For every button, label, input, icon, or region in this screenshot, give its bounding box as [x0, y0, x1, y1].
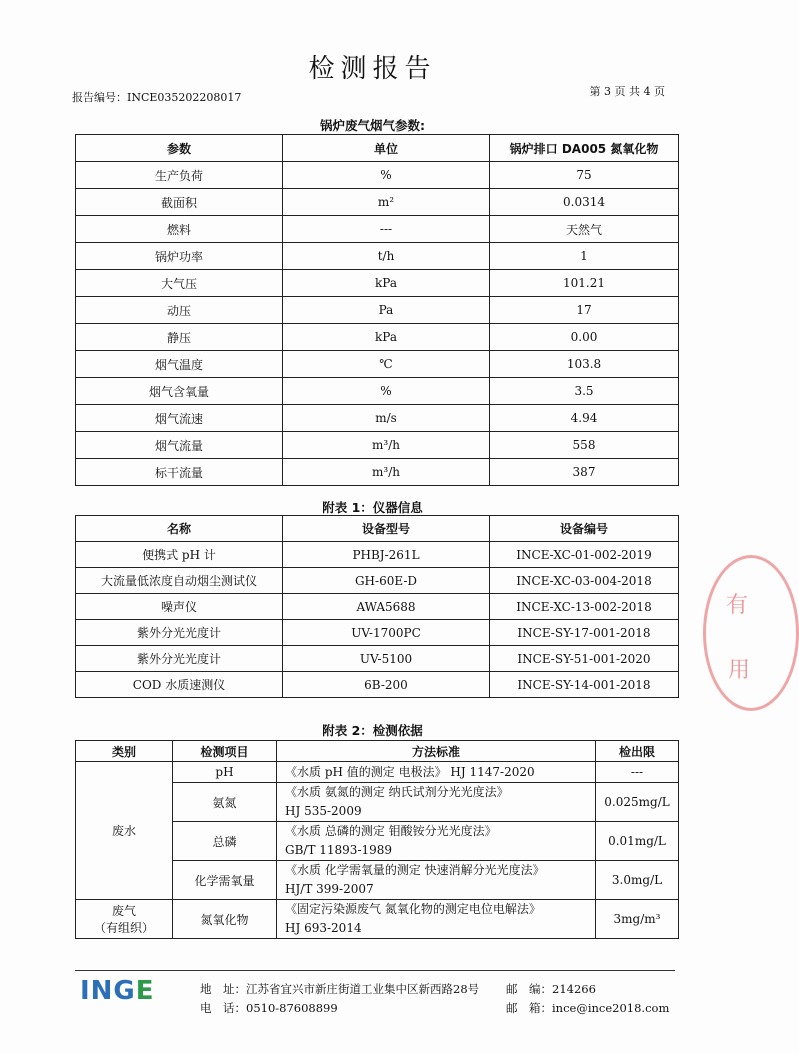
- table-row: [76, 620, 679, 646]
- table-cell: 3.5: [490, 378, 679, 405]
- table-cell: 动压: [76, 297, 283, 324]
- table-row: [76, 405, 679, 432]
- table-row: [76, 900, 679, 939]
- table-cell: INCE-SY-51-001-2020: [490, 646, 679, 672]
- column-header: 检测项目: [173, 741, 277, 762]
- instrument-table: [75, 515, 679, 698]
- table-row: [76, 324, 679, 351]
- table-cell: m³/h: [283, 459, 490, 486]
- table-row: [76, 270, 679, 297]
- table-cell: 锅炉功率: [76, 243, 283, 270]
- page-number: 第 3 页 共 4 页: [589, 85, 665, 98]
- table-cell: 烟气温度: [76, 351, 283, 378]
- table-cell: 75: [490, 162, 679, 189]
- table-row: [76, 432, 679, 459]
- standard-cell: [277, 822, 596, 861]
- standard-title: 《水质 总磷的测定 钼酸铵分光光度法》: [285, 824, 497, 838]
- item-cell: 氨氮: [173, 783, 277, 822]
- seal-char: 用: [728, 658, 751, 683]
- table-row: [76, 162, 679, 189]
- table-cell: 紫外分光光度计: [76, 646, 283, 672]
- table-cell: 烟气流速: [76, 405, 283, 432]
- table-cell: 6B-200: [283, 672, 490, 698]
- table-cell: %: [283, 378, 490, 405]
- table-cell: ℃: [283, 351, 490, 378]
- address: 地 址：江苏省宜兴市新庄街道工业集中区新西路28号: [200, 982, 480, 996]
- logo-text-b: E: [135, 976, 155, 1006]
- table-cell: 烟气流量: [76, 432, 283, 459]
- boiler-table-caption: 锅炉废气烟气参数:: [320, 118, 425, 133]
- table-cell: 烟气含氧量: [76, 378, 283, 405]
- table-row: [76, 243, 679, 270]
- table-cell: 558: [490, 432, 679, 459]
- company-seal: [703, 555, 799, 711]
- table-cell: 0.00: [490, 324, 679, 351]
- table-cell: 截面积: [76, 189, 283, 216]
- company-logo: [80, 976, 155, 1006]
- column-header: 单位: [283, 135, 490, 162]
- table-cell: m³/h: [283, 432, 490, 459]
- column-header: 设备型号: [283, 516, 490, 542]
- table-cell: 生产负荷: [76, 162, 283, 189]
- standard-code: HJ 535-2009: [285, 804, 362, 818]
- seal-char: 有: [726, 593, 749, 618]
- table-row: [76, 216, 679, 243]
- table-cell: 燃料: [76, 216, 283, 243]
- postcode: 邮 编：214266: [506, 982, 596, 996]
- table-cell: 0.0314: [490, 189, 679, 216]
- limit-cell: 3.0mg/L: [596, 861, 679, 900]
- table-cell: 17: [490, 297, 679, 324]
- table-row: [76, 189, 679, 216]
- table-cell: 天然气: [490, 216, 679, 243]
- column-header: 参数: [76, 135, 283, 162]
- table-cell: 4.94: [490, 405, 679, 432]
- column-header: 类别: [76, 741, 173, 762]
- standard-code: HJ 693-2014: [285, 921, 362, 935]
- standard-title: 《水质 氨氮的测定 纳氏试剂分光光度法》: [285, 785, 509, 799]
- table-row: [76, 568, 679, 594]
- category-line: （有组织）: [93, 921, 154, 935]
- boiler-parameter-table: [75, 134, 679, 486]
- table-cell: 1: [490, 243, 679, 270]
- item-cell: 化学需氧量: [173, 861, 277, 900]
- basis-table: [75, 740, 679, 939]
- table-cell: 便携式 pH 计: [76, 542, 283, 568]
- phone: 电 话：0510-87608899: [200, 1001, 338, 1015]
- table-cell: INCE-XC-01-002-2019: [490, 542, 679, 568]
- category-cell: [76, 900, 173, 939]
- table-cell: GH-60E-D: [283, 568, 490, 594]
- report-number: 报告编号：INCE035202208017: [72, 91, 242, 104]
- table-cell: AWA5688: [283, 594, 490, 620]
- table-cell: %: [283, 162, 490, 189]
- column-header: 锅炉排口 DA005 氮氧化物: [490, 135, 679, 162]
- limit-cell: 3mg/m³: [596, 900, 679, 939]
- standard-title: 《固定污染源废气 氮氧化物的测定电位电解法》: [285, 902, 541, 916]
- limit-cell: ---: [596, 762, 679, 783]
- table-row: [76, 762, 679, 783]
- table-cell: ---: [283, 216, 490, 243]
- table-cell: UV-1700PC: [283, 620, 490, 646]
- table-row: [76, 297, 679, 324]
- standard-code: GB/T 11893-1989: [285, 843, 393, 857]
- table-cell: kPa: [283, 324, 490, 351]
- standard-cell: [277, 861, 596, 900]
- column-header: 方法标准: [277, 741, 596, 762]
- table-cell: 103.8: [490, 351, 679, 378]
- table-row: [76, 351, 679, 378]
- table-cell: kPa: [283, 270, 490, 297]
- table-row: [76, 672, 679, 698]
- standard-cell: [277, 900, 596, 939]
- column-header: 设备编号: [490, 516, 679, 542]
- category-line: 废气: [111, 904, 136, 918]
- item-cell: pH: [173, 762, 277, 783]
- category-cell: 废水: [76, 762, 173, 900]
- column-header: 检出限: [596, 741, 679, 762]
- email: 邮 箱：ince@ince2018.com: [506, 1001, 670, 1015]
- instrument-table-caption: 附表 1：仪器信息: [322, 500, 423, 515]
- table-cell: PHBJ-261L: [283, 542, 490, 568]
- logo-text-a: ING: [80, 976, 136, 1006]
- table-cell: INCE-XC-13-002-2018: [490, 594, 679, 620]
- limit-cell: 0.025mg/L: [596, 783, 679, 822]
- item-cell: 氮氧化物: [173, 900, 277, 939]
- table-cell: 标干流量: [76, 459, 283, 486]
- table-cell: t/h: [283, 243, 490, 270]
- table-row: [76, 646, 679, 672]
- table-row: [76, 459, 679, 486]
- table-cell: 大气压: [76, 270, 283, 297]
- table-cell: 387: [490, 459, 679, 486]
- table-cell: UV-5100: [283, 646, 490, 672]
- table-cell: m²: [283, 189, 490, 216]
- table-cell: 静压: [76, 324, 283, 351]
- table-cell: INCE-XC-03-004-2018: [490, 568, 679, 594]
- table-cell: 噪声仪: [76, 594, 283, 620]
- footer-divider: [75, 970, 675, 971]
- item-cell: 总磷: [173, 822, 277, 861]
- table-cell: INCE-SY-17-001-2018: [490, 620, 679, 646]
- standard-cell: [277, 783, 596, 822]
- table-cell: 紫外分光光度计: [76, 620, 283, 646]
- table-row: [76, 594, 679, 620]
- table-cell: m/s: [283, 405, 490, 432]
- table-cell: INCE-SY-14-001-2018: [490, 672, 679, 698]
- basis-table-caption: 附表 2：检测依据: [322, 723, 423, 738]
- limit-cell: 0.01mg/L: [596, 822, 679, 861]
- table-cell: 101.21: [490, 270, 679, 297]
- column-header: 名称: [76, 516, 283, 542]
- standard-title: 《水质 化学需氧量的测定 快速消解分光光度法》: [285, 863, 545, 877]
- table-row: [76, 542, 679, 568]
- table-cell: 大流量低浓度自动烟尘测试仪: [76, 568, 283, 594]
- table-cell: COD 水质速测仪: [76, 672, 283, 698]
- page-title: 检测报告: [308, 54, 437, 84]
- standard-cell: 《水质 pH 值的测定 电极法》 HJ 1147-2020: [277, 762, 596, 783]
- table-cell: Pa: [283, 297, 490, 324]
- table-row: [76, 378, 679, 405]
- standard-code: HJ/T 399-2007: [285, 882, 374, 896]
